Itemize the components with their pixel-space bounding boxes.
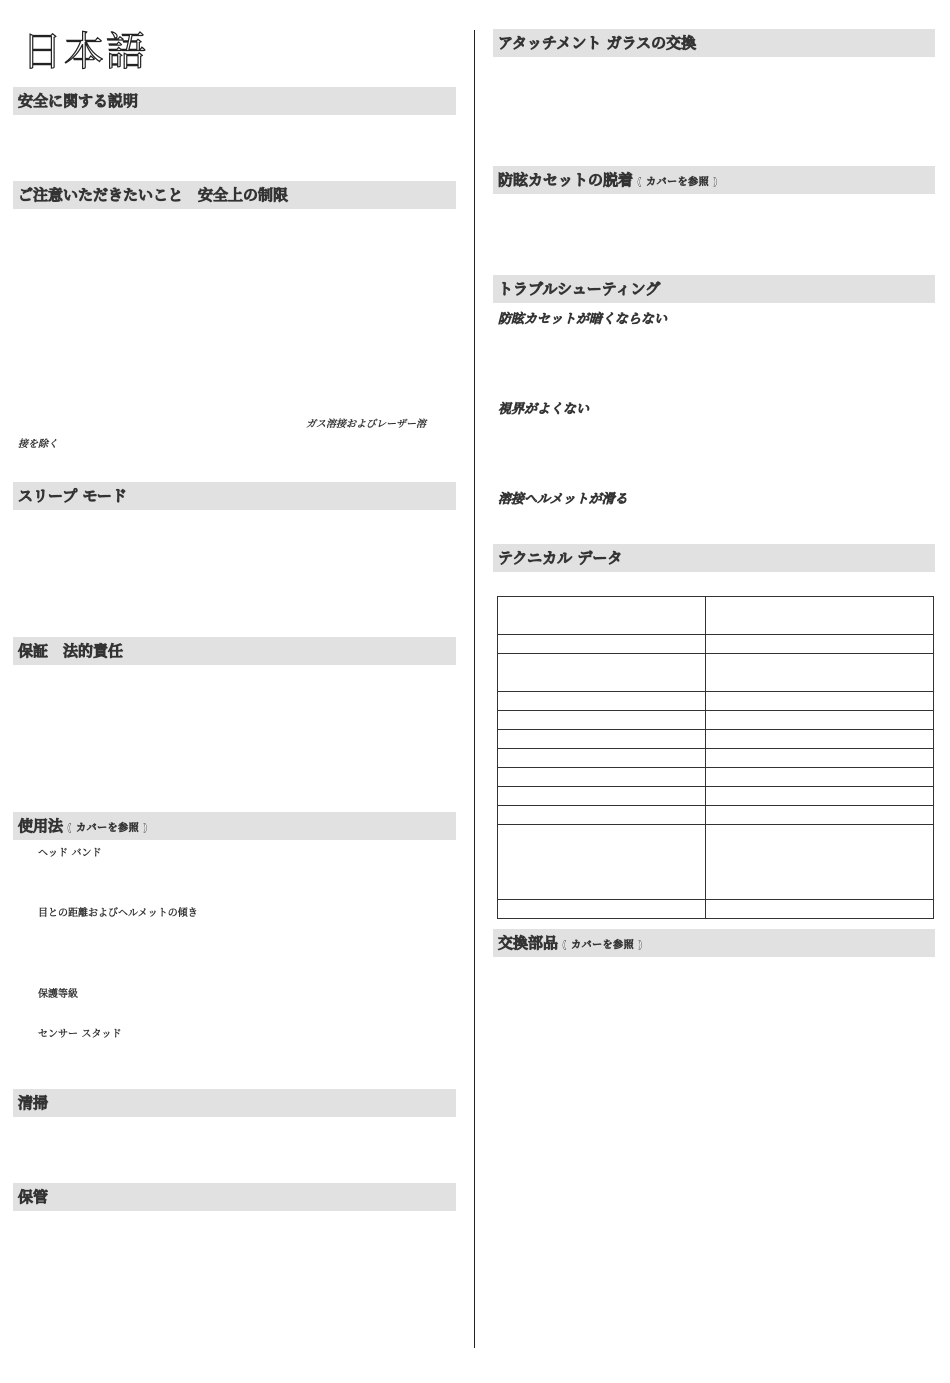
section-subtitle: ( カバーを参照 ) — [637, 177, 719, 188]
section-heading-usage — [13, 812, 456, 840]
table-cell — [706, 711, 934, 730]
table-cell — [706, 768, 934, 787]
page-title: 日本語 — [22, 29, 148, 75]
section-heading-warranty — [13, 637, 456, 665]
table-row — [498, 787, 934, 806]
table-cell — [706, 825, 934, 900]
table-row — [498, 597, 934, 635]
table-cell — [498, 692, 706, 711]
table-row — [498, 749, 934, 768]
section-title: 防眩カセットの脱着 — [498, 171, 634, 189]
section-title: 使用法 — [18, 817, 64, 835]
table-cell — [498, 730, 706, 749]
table-row — [498, 692, 934, 711]
table-cell — [706, 806, 934, 825]
usage-item-distance: 目との距離およびヘルメットの傾き — [38, 908, 198, 919]
table-cell — [706, 654, 934, 692]
table-cell — [498, 654, 706, 692]
table-cell — [706, 730, 934, 749]
table-cell — [498, 749, 706, 768]
caution-note-line2: 接を除く — [18, 439, 58, 450]
section-title: 交換部品 — [498, 934, 559, 952]
table-cell — [498, 900, 706, 919]
section-heading-storage — [13, 1183, 456, 1211]
table-row — [498, 730, 934, 749]
section-heading-cassette — [493, 166, 935, 194]
section-subtitle: ( カバーを参照 ) — [67, 823, 149, 834]
section-title: ご注意いただきたいこと 安全上の制限 — [18, 186, 289, 204]
table-row — [498, 806, 934, 825]
section-title: 保管 — [18, 1188, 49, 1206]
section-title: 清掃 — [18, 1094, 49, 1112]
table-cell — [498, 635, 706, 654]
table-cell — [498, 825, 706, 900]
section-title: トラブルシューティング — [498, 280, 661, 298]
section-title: 安全に関する説明 — [18, 92, 139, 110]
issue-poor-view: 視界がよくない — [498, 402, 590, 417]
section-heading-troubleshooting — [493, 275, 935, 303]
usage-item-headband: ヘッド バンド — [38, 848, 102, 859]
table-cell — [498, 806, 706, 825]
section-heading-safety — [13, 87, 456, 115]
section-title: テクニカル データ — [498, 549, 623, 567]
table-row — [498, 635, 934, 654]
table-cell — [498, 711, 706, 730]
issue-slips: 溶接ヘルメットが滑る — [498, 492, 628, 507]
caution-note-line1: ガス溶接およびレーザー溶 — [306, 419, 426, 430]
table-row — [498, 711, 934, 730]
section-heading-sleep-mode — [13, 482, 456, 510]
table-cell — [498, 787, 706, 806]
usage-item-protection: 保護等級 — [38, 989, 78, 1000]
table-cell — [706, 692, 934, 711]
table-cell — [498, 597, 706, 635]
table-cell — [706, 635, 934, 654]
table-cell — [706, 787, 934, 806]
section-heading-replacement-parts — [493, 929, 935, 957]
table-row — [498, 825, 934, 900]
usage-item-sensor: センサー スタッド — [38, 1029, 122, 1040]
section-heading-glass — [493, 29, 935, 57]
section-title: スリープ モード — [18, 487, 127, 505]
tech-data-table — [497, 596, 934, 919]
section-subtitle: ( カバーを参照 ) — [562, 940, 644, 951]
table-row — [498, 768, 934, 787]
table-cell — [498, 768, 706, 787]
section-title: 保証 法的責任 — [18, 642, 124, 660]
table-cell — [706, 900, 934, 919]
table-cell — [706, 597, 934, 635]
issue-not-dark: 防眩カセットが暗くならない — [498, 312, 668, 327]
section-heading-caution — [13, 181, 456, 209]
section-title: アタッチメント ガラスの交換 — [498, 34, 697, 52]
table-cell — [706, 749, 934, 768]
table-row — [498, 900, 934, 919]
column-divider — [474, 30, 475, 1348]
table-row — [498, 654, 934, 692]
section-heading-cleaning — [13, 1089, 456, 1117]
section-heading-tech-data — [493, 544, 935, 572]
